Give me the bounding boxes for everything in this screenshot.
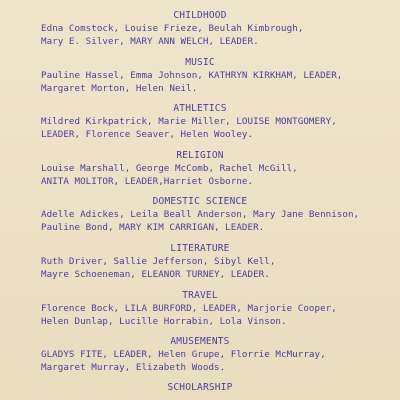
section-line: Margaret Murray, Elizabeth Woods. (41, 362, 226, 373)
section-domestic-science (0, 196, 400, 233)
section-line: Helen Dunlap, Lucille Horrabin, Lola Vinson. (41, 316, 287, 327)
section-childhood (0, 10, 400, 47)
section-heading: DOMESTIC SCIENCE (152, 196, 248, 207)
section-music (0, 57, 400, 94)
section-amusements (0, 336, 400, 373)
section-line: Mildred Kirkpatrick, Marie Miller, LOUISE MONTGOMERY, (41, 116, 337, 127)
section-line: LEADER, Florence Seaver, Helen Wooley. (41, 129, 254, 140)
section-line: Florence Bock, LILA BURFORD, LEADER, Marjorie Cooper, (41, 303, 337, 314)
section-heading: TRAVEL (182, 290, 218, 301)
section-travel (0, 290, 400, 327)
section-line: Mayre Schoeneman, ELEANOR TURNEY, LEADER. (41, 269, 270, 280)
section-heading: AMUSEMENTS (170, 336, 230, 347)
section-heading: LITERATURE (170, 243, 230, 254)
section-literature (0, 243, 400, 280)
section-scholarship (0, 382, 400, 394)
section-line: Pauline Bond, MARY KIM CARRIGAN, LEADER. (41, 222, 265, 233)
section-line: Margaret Morton, Helen Neil. (41, 83, 198, 94)
section-line: ANITA MOLITOR, LEADER,Harriet Osborne. (41, 176, 254, 187)
section-religion (0, 150, 400, 187)
section-line: GLADYS FITE, LEADER, Helen Grupe, Florrie McMurray, (41, 349, 326, 360)
section-heading: RELIGION (176, 150, 224, 161)
section-line: Mary E. Silver, MARY ANN WELCH, LEADER. (41, 36, 259, 47)
section-line: Edna Comstock, Louise Frieze, Beulah Kimbrough, (41, 23, 304, 34)
section-line: Louise Marshall, George McComb, Rachel McGill, (41, 163, 298, 174)
section-heading: MUSIC (185, 57, 215, 68)
section-heading: CHILDHOOD (173, 10, 227, 21)
section-heading: ATHLETICS (173, 103, 227, 114)
section-line: Adelle Adickes, Leila Beall Anderson, Mary Jane Bennison, (41, 209, 360, 220)
section-line: Pauline Hassel, Emma Johnson, KATHRYN KIRKHAM, LEADER, (41, 70, 343, 81)
section-heading: SCHOLARSHIP (167, 382, 233, 393)
section-line: Ruth Driver, Sallie Jefferson, Sibyl Kell, (41, 256, 276, 267)
section-athletics (0, 103, 400, 140)
